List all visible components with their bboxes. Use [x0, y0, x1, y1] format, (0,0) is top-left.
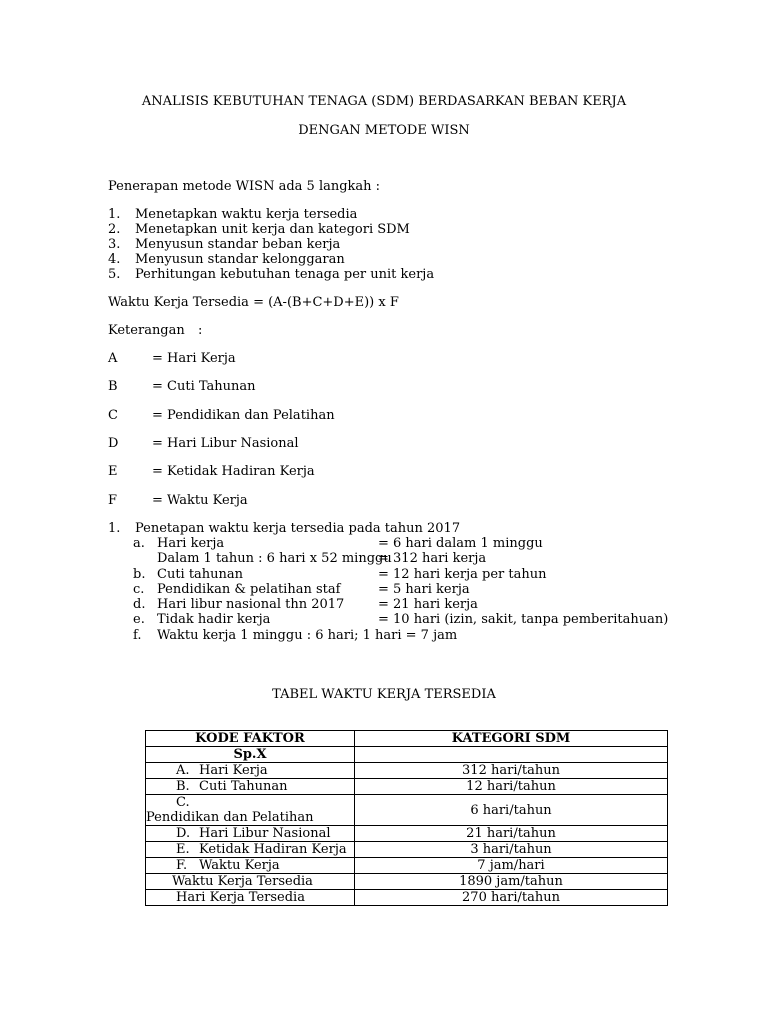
- row-label: Hari Kerja: [199, 763, 268, 778]
- item-value: = 312 hari kerja: [378, 551, 487, 566]
- item-value: = 5 hari kerja: [378, 582, 470, 597]
- legend-value: = Cuti Tahunan: [152, 379, 256, 394]
- section-title: Penetapan waktu kerja tersedia pada tahun 2017: [135, 521, 461, 536]
- step-text: Menetapkan waktu kerja tersedia: [135, 207, 358, 222]
- row-kode: [146, 842, 355, 858]
- legend-key: F: [108, 493, 118, 508]
- item-value: = 12 hari kerja per tahun: [378, 567, 547, 582]
- header-kategori-sdm: KATEGORI SDM: [355, 731, 668, 747]
- empty-cell: [355, 747, 668, 763]
- item-label: Cuti tahunan: [157, 567, 244, 582]
- step-number: 1.: [108, 207, 121, 222]
- table-title: TABEL WAKTU KERJA TERSEDIA: [272, 687, 496, 702]
- row-value: 7 jam/hari: [355, 858, 668, 874]
- table-header-row: [146, 731, 668, 747]
- item-value: = 10 hari (izin, sakit, tanpa pemberitahuan): [378, 612, 669, 627]
- row-label: Ketidak Hadiran Kerja: [199, 842, 347, 857]
- row-letter: D.: [176, 826, 191, 841]
- table-total-row: [146, 890, 668, 906]
- item-label: Dalam 1 tahun : 6 hari x 52 minggu: [157, 551, 392, 566]
- row-kode: [146, 795, 355, 826]
- table-row: [146, 795, 668, 826]
- legend-key: E: [108, 464, 118, 479]
- table-total-row: [146, 874, 668, 890]
- item-value: = 6 hari dalam 1 minggu: [378, 536, 543, 551]
- row-kode: [146, 858, 355, 874]
- row-letter: F.: [176, 858, 188, 873]
- item-label: Tidak hadir kerja: [157, 612, 271, 627]
- item-label: Hari libur nasional thn 2017: [157, 597, 345, 612]
- row-letter: C.: [176, 795, 190, 810]
- legend-key: A: [108, 351, 118, 366]
- row-kode: [146, 826, 355, 842]
- legend-value: = Pendidikan dan Pelatihan: [152, 408, 335, 423]
- row-value: 21 hari/tahun: [355, 826, 668, 842]
- total-label: Waktu Kerja Tersedia: [146, 874, 355, 890]
- step-number: 3.: [108, 237, 121, 252]
- header-kode-faktor: KODE FAKTOR: [146, 731, 355, 747]
- item-label: Waktu kerja 1 minggu : 6 hari; 1 hari = 7 jam: [157, 628, 458, 643]
- item-letter: c.: [133, 582, 145, 597]
- step-text: Menyusun standar beban kerja: [135, 237, 341, 252]
- row-label: Pendidikan dan Pelatihan: [146, 810, 314, 825]
- row-label: Cuti Tahunan: [199, 779, 288, 794]
- row-value: 312 hari/tahun: [355, 763, 668, 779]
- row-letter: B.: [176, 779, 190, 794]
- intro-text: Penerapan metode WISN ada 5 langkah :: [108, 179, 381, 194]
- keterangan-label: Keterangan: [108, 323, 185, 338]
- legend-key: C: [108, 408, 118, 423]
- row-value: 3 hari/tahun: [355, 842, 668, 858]
- legend-value: = Hari Kerja: [152, 351, 236, 366]
- step-number: 4.: [108, 252, 121, 267]
- row-value: 6 hari/tahun: [355, 795, 668, 826]
- item-letter: b.: [133, 567, 146, 582]
- table-row: [146, 842, 668, 858]
- item-letter: a.: [133, 536, 145, 551]
- legend-value: = Ketidak Hadiran Kerja: [152, 464, 315, 479]
- legend-key: D: [108, 436, 119, 451]
- item-letter: d.: [133, 597, 146, 612]
- table-subheader-row: [146, 747, 668, 763]
- keterangan-colon: :: [198, 323, 203, 338]
- item-letter: e.: [133, 612, 145, 627]
- table-row: [146, 826, 668, 842]
- waktu-kerja-table: [145, 730, 668, 906]
- item-label: Pendidikan & pelatihan staf: [157, 582, 341, 597]
- step-text: Menetapkan unit kerja dan kategori SDM: [135, 222, 410, 237]
- step-number: 5.: [108, 267, 121, 282]
- table-row: [146, 858, 668, 874]
- legend-value: = Waktu Kerja: [152, 493, 248, 508]
- item-label: Hari kerja: [157, 536, 225, 551]
- document-title: ANALISIS KEBUTUHAN TENAGA (SDM) BERDASARKAN BEBAN KERJA: [141, 94, 627, 109]
- total-value: 1890 jam/tahun: [355, 874, 668, 890]
- row-value: 12 hari/tahun: [355, 779, 668, 795]
- formula-text: Waktu Kerja Tersedia = (A-(B+C+D+E)) x F: [108, 295, 399, 310]
- step-text: Perhitungan kebutuhan tenaga per unit kerja: [135, 267, 435, 282]
- legend-key: B: [108, 379, 118, 394]
- table-row: [146, 779, 668, 795]
- row-label: Hari Libur Nasional: [199, 826, 331, 841]
- row-letter: E.: [176, 842, 190, 857]
- step-text: Menyusun standar kelonggaran: [135, 252, 345, 267]
- row-kode: [146, 763, 355, 779]
- document-subtitle: DENGAN METODE WISN: [298, 123, 470, 138]
- legend-value: = Hari Libur Nasional: [152, 436, 299, 451]
- subheader-spx: Sp.X: [146, 747, 355, 763]
- step-number: 2.: [108, 222, 121, 237]
- item-letter: f.: [133, 628, 142, 643]
- section-number: 1.: [108, 521, 121, 536]
- row-letter: A.: [176, 763, 190, 778]
- table-row: [146, 763, 668, 779]
- item-value: = 21 hari kerja: [378, 597, 478, 612]
- total-label: Hari Kerja Tersedia: [146, 890, 355, 906]
- total-value: 270 hari/tahun: [355, 890, 668, 906]
- row-kode: [146, 779, 355, 795]
- row-label: Waktu Kerja: [199, 858, 280, 873]
